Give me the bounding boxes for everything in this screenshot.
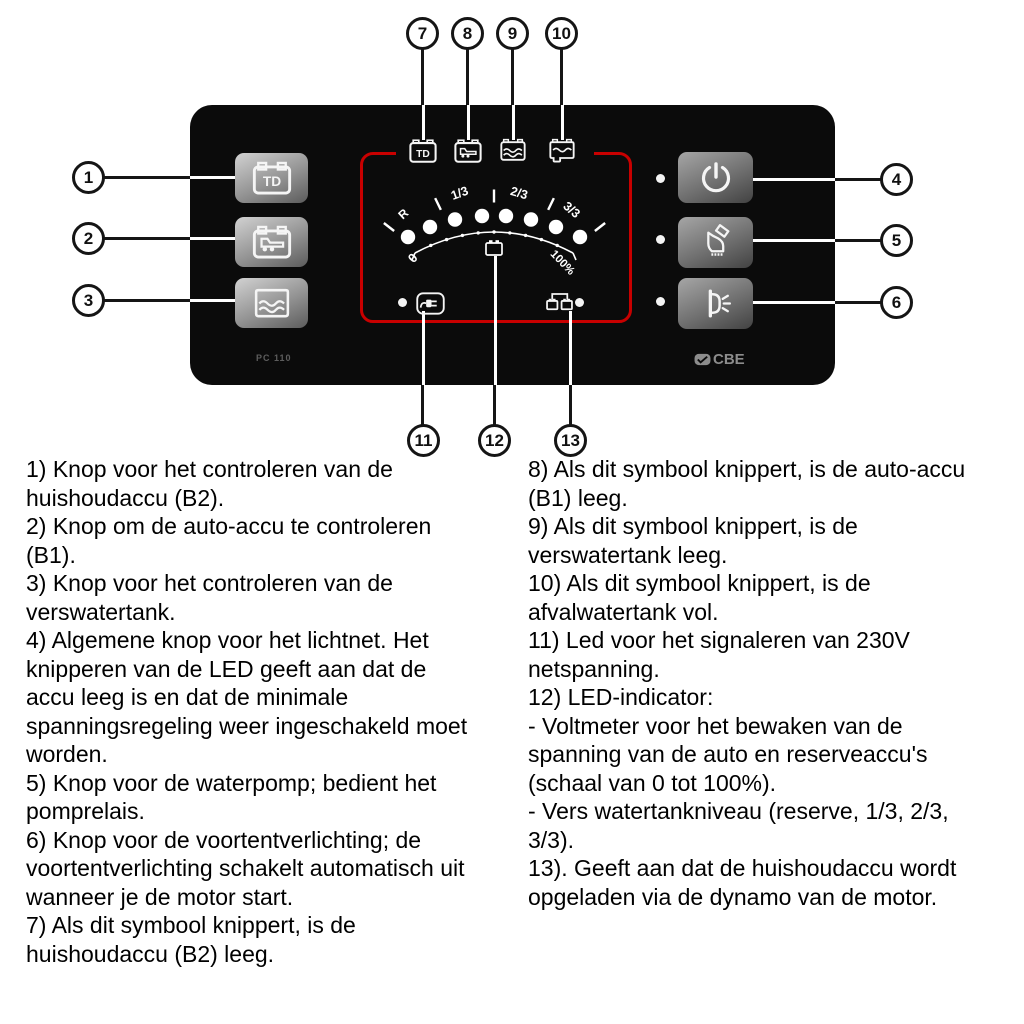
button-water-pump[interactable] [678,217,753,268]
legend-line: 3) Knop voor het controleren van de [26,570,393,596]
callout-7: 7 [406,17,439,50]
callout-4: 4 [880,163,913,196]
legend-line: 1) Knop voor het controleren van de [26,456,393,482]
button-check-fresh-water[interactable] [235,278,308,328]
legend-line: worden. [26,741,108,767]
connector [190,299,236,302]
legend-line: 2) Knop om de auto-accu te controleren [26,513,432,539]
connector [512,105,515,140]
legend-line: - Vers watertankniveau (reserve, 1/3, 2/3, [528,798,949,824]
button-awning-light[interactable] [678,278,753,329]
callout-line [103,299,190,302]
car-battery-b1-icon [251,225,293,259]
svg-text:2/3: 2/3 [508,184,530,203]
legend-line: huishoudaccu (B2) leeg. [26,940,275,967]
callout-1: 1 [72,161,105,194]
button-mains-power[interactable] [678,152,753,203]
callout-2: 2 [72,222,105,255]
legend-line: knipperen van de LED geeft aan dat de [26,655,427,682]
callout-13: 13 [554,424,587,457]
callout-10: 10 [545,17,578,50]
mains-led [656,174,665,183]
connector [753,239,835,242]
callout-line [835,301,881,304]
connector [422,311,425,385]
battery-charging-link-icon [546,291,573,314]
legend-line: 7) Als dit symbool knippert, is de [26,912,356,938]
legend-line: afvalwatertank vol. [528,598,719,625]
legend-line: 11) Led voor het signaleren van 230V [528,627,910,653]
household-battery-b2-icon [252,161,292,195]
legend-line: netspanning. [528,655,660,682]
legend-line: (B1) leeg. [528,484,628,511]
car-battery-b1-warning-icon [454,138,482,164]
legend-line: 6) Knop voor de voortentverlichting; de [26,826,422,853]
svg-text:100%: 100% [547,248,577,278]
callout-line [103,176,190,179]
callout-line [835,239,881,242]
callout-11: 11 [407,424,440,457]
legend-line: 3/3). [528,826,575,853]
svg-text:TD: TD [416,149,430,161]
legend-line: (schaal van 0 tot 100%). [528,769,777,796]
power-icon [698,160,734,196]
callout-12: 12 [478,424,511,457]
connector [753,301,835,304]
control-panel [190,105,835,385]
legend-line: 5) Knop voor de waterpomp; bedient het [26,769,437,796]
connector [190,237,236,240]
button-check-household-battery[interactable] [235,153,308,203]
brand-logo [694,351,745,368]
legend-line: opgeladen via de dynamo van de motor. [528,883,938,910]
connector [190,176,236,179]
callout-line [103,237,190,240]
legend-line: 8) Als dit symbool knippert, is de auto-accu [528,456,966,482]
fresh-water-warning-icon [499,138,527,164]
svg-text:3/3: 3/3 [560,198,583,221]
legend-line: 9) Als dit symbool knippert, is de [528,513,858,539]
legend-line: - Voltmeter voor het bewaken van de [528,712,903,739]
legend-left-column [26,455,526,968]
legend-line: verswatertank. [26,598,176,625]
connector [569,311,572,385]
model-label: PC 110 [256,353,292,363]
battery-icon [486,240,502,255]
svg-text:TD: TD [262,173,281,189]
button-check-car-battery[interactable] [235,217,308,267]
mains-plug-icon [416,292,445,315]
waste-water-warning-icon [548,138,576,164]
callout-line [835,178,881,181]
legend-line: accu leeg is en dat de minimale [26,684,349,710]
light-led [656,297,665,306]
charging-led [575,298,584,307]
household-battery-b2-warning-icon [409,138,437,164]
callout-line [560,48,563,105]
legend-line: (B1). [26,541,76,568]
callout-line [466,48,469,105]
legend-line: pomprelais. [26,798,145,824]
callout-6: 6 [880,286,913,319]
legend-line: huishoudaccu (B2). [26,484,225,511]
legend-line: voortentverlichting schakelt automatisch uit [26,855,465,881]
cbe-logo-mark-icon [694,352,711,367]
callout-8: 8 [451,17,484,50]
legend-line: spanning van de auto en reserveaccu's [528,741,928,767]
callout-5: 5 [880,224,913,257]
connector [467,105,470,140]
callout-3: 3 [72,284,105,317]
legend-line: 12) LED-indicator: [528,684,714,710]
callout-line [493,385,496,425]
legend-line: 13). Geeft aan dat de huishoudaccu wordt [528,855,957,881]
pump-led [656,235,665,244]
legend-line: spanningsregeling weer ingeschakeld moet [26,712,468,739]
callout-line [421,385,424,425]
legend-line: wanneer je de motor start. [26,883,294,910]
legend-right-column [528,455,1020,911]
legend-line: verswatertank leeg. [528,541,728,568]
callout-9: 9 [496,17,529,50]
svg-text:1/3: 1/3 [449,183,471,203]
connector [422,105,425,140]
level-voltage-gauge [370,180,630,280]
mains-230v-led [398,298,407,307]
connector [561,105,564,140]
brand-text: CBE [713,351,745,368]
callout-line [511,48,514,105]
awning-light-icon [698,286,733,321]
water-pump-icon [697,224,734,261]
legend-line: 4) Algemene knop voor het lichtnet. Het [26,627,429,653]
callout-line [569,385,572,425]
svg-text:R: R [395,205,412,223]
svg-text:0: 0 [404,250,421,266]
callout-line [421,48,424,105]
legend-line: 10) Als dit symbool knippert, is de [528,570,871,596]
fresh-water-tank-icon [252,287,292,320]
connector [753,178,835,181]
